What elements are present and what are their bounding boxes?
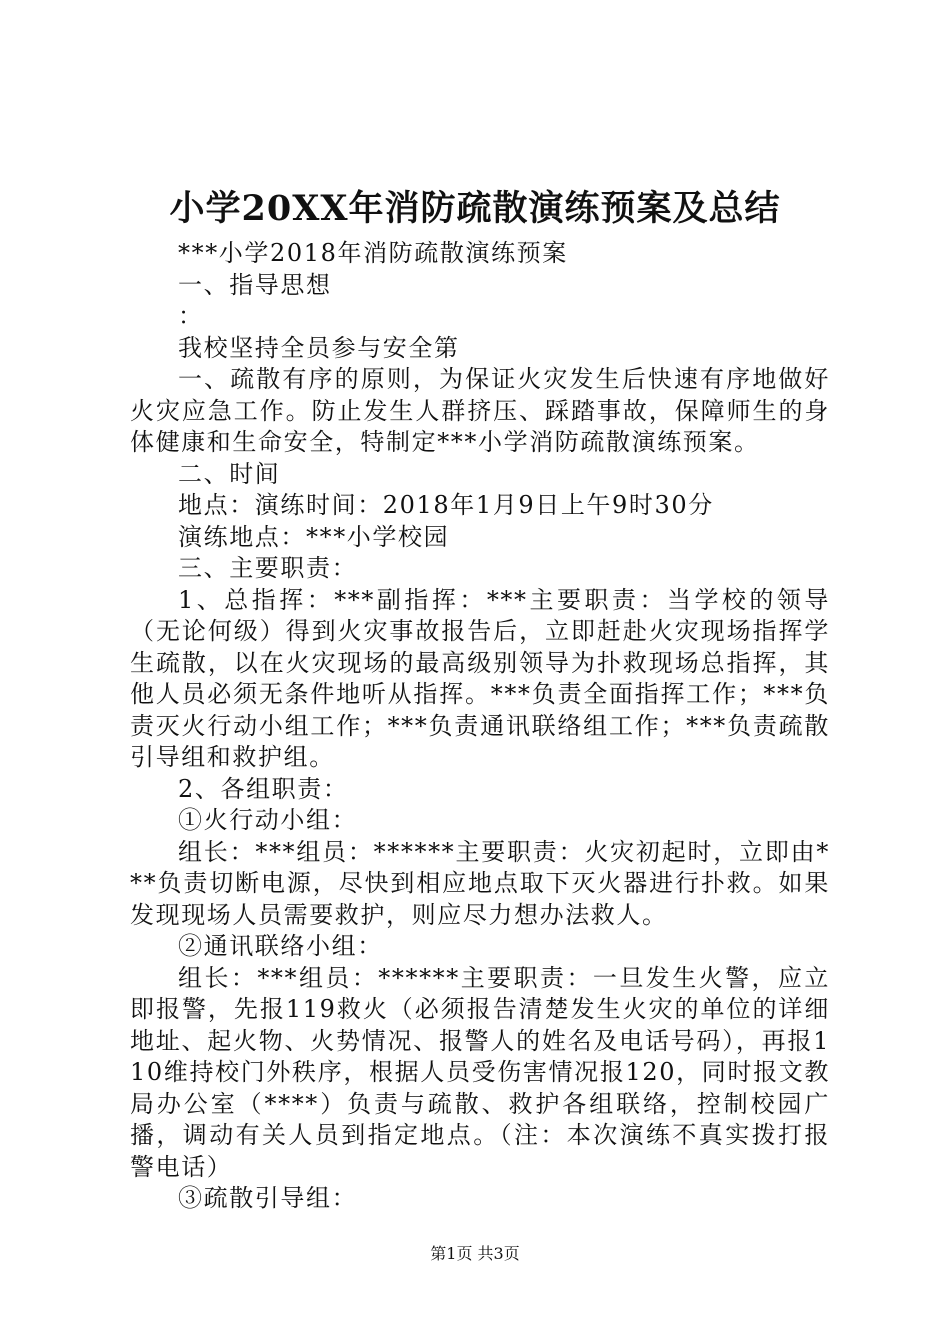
paragraph-comm-team: ②通讯联络小组： <box>178 932 383 960</box>
document-body <box>130 238 830 1215</box>
paragraph-fire-team-duties: 组长：***组员：******主要职责：火灾初起时，立即由***负责切断电源，尽快到相应地点取下灭火器进行扑救。如果发现现场人员需要救护，则应尽力想办法救人。 <box>130 837 830 929</box>
paragraph-heading-plan: ***小学2018年消防疏散演练预案 <box>178 239 568 267</box>
paragraph-section-time: 二、时间 <box>178 459 281 488</box>
page-number: 第1页 共3页 <box>430 1244 520 1263</box>
paragraph-comm-team-duties: 组长：***组员：******主要职责：一旦发生火警，应立即报警，先报119救火（必须报告清楚发生火灾的单位的详细地址、起火物、火势情况、报警人的姓名及电话号码），再报110维持校门外秩序，根据人员受伤害情况报120，同时报文教局办公室（****）负责与疏散、救护各组联络，控制校园广播，调动有关人员到指定地点。（注：本次演练不真实拨打报警电话） <box>130 963 830 1181</box>
paragraph-drill-location: 演练地点：***小学校园 <box>178 522 450 551</box>
paragraph-section-duties: 三、主要职责： <box>178 554 358 582</box>
paragraph-section-guiding: 一、指导思想 <box>178 270 332 299</box>
paragraph-drill-time: 地点：演练时间：2018年1月9日上午9时30分 <box>178 491 714 519</box>
paragraph-evac-team: ③疏散引导组： <box>178 1184 358 1212</box>
paragraph-fire-team: ①火行动小组： <box>178 806 358 834</box>
paragraph-principle-start: 我校坚持全员参与安全第 <box>178 333 460 362</box>
paragraph-colon: ： <box>178 302 204 330</box>
paragraph-principle: 一、疏散有序的原则，为保证火灾发生后快速有序地做好火灾应急工作。防止发生人群挤压、踩踏事故，保障师生的身体健康和生命安全，特制定***小学消防疏散演练预案。 <box>130 365 830 456</box>
paragraph-commander-duties: 1、总指挥：***副指挥：***主要职责：当学校的领导（无论何级）得到火灾事故报告后，立即赶赴火灾现场指挥学生疏散，以在火灾现场的最高级别领导为扑救现场总指挥，其他人员必须无条件地听从指挥。***负责全面指挥工作；***负责灭火行动小组工作；***负责通讯联络组工作；***负责疏散引导组和救护组。 <box>130 585 830 771</box>
paragraph-group-duties: 2、各组职责： <box>178 774 349 803</box>
document-title: 小学20XX年消防疏散演练预案及总结 <box>169 188 781 229</box>
